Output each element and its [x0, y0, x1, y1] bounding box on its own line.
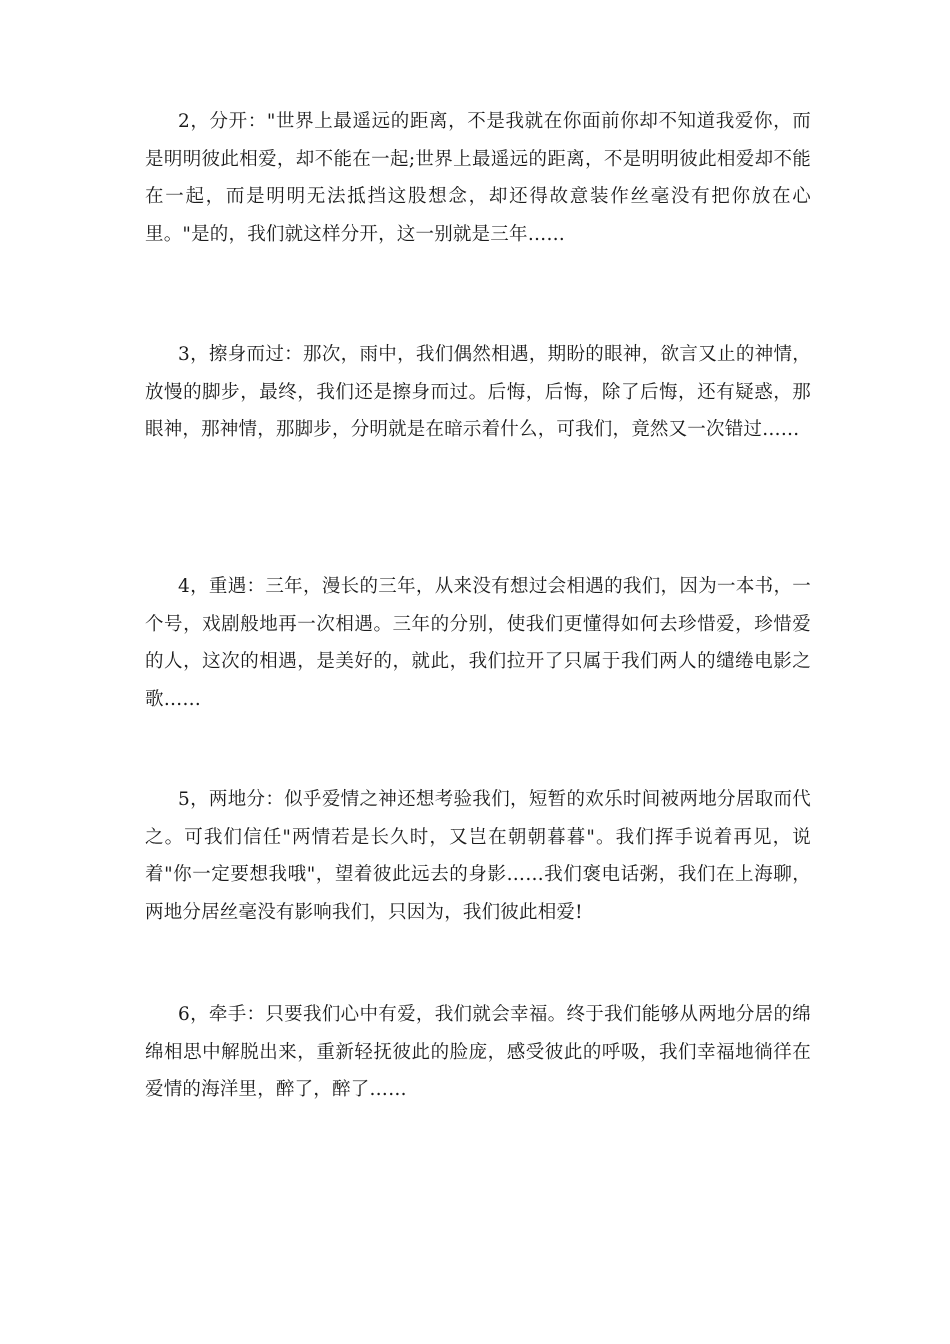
paragraph-passing-by: 3，擦身而过：那次，雨中，我们偶然相遇，期盼的眼神，欲言又止的神情，放慢的脚步，最终，我们还是擦身而过。后悔，后悔，除了后悔，还有疑惑，那眼神，那神情，那脚步，分明就是在暗示着什么，可我们，竟然又一次错过…… [145, 344, 811, 440]
paragraph-reunion: 4，重遇：三年，漫长的三年，从来没有想过会相遇的我们，因为一本书，一个号，戏剧般地再一次相遇。三年的分别，使我们更懂得如何去珍惜爱，珍惜爱的人，这次的相遇，是美好的，就此，我们拉开了只属于我们两人的缱绻电影之歌…… [145, 576, 811, 710]
paragraph-long-distance: 5，两地分：似乎爱情之神还想考验我们，短暂的欢乐时间被两地分居取而代之。可我们信任"两情若是长久时，又岂在朝朝暮暮"。我们挥手说着再见，说着"你一定要想我哦"，望着彼此远去的身影……我们褒电话粥，我们在上海聊，两地分居丝毫没有影响我们，只因为，我们彼此相爱! [145, 789, 811, 923]
paragraph-holding-hands: 6，牵手：只要我们心中有爱，我们就会幸福。终于我们能够从两地分居的绵绵相思中解脱出来，重新轻抚彼此的脸庞，感受彼此的呼吸，我们幸福地徜徉在爱情的海洋里，醉了，醉了…… [145, 1004, 811, 1100]
paragraph-separation: 2，分开："世界上最遥远的距离，不是我就在你面前你却不知道我爱你，而是明明彼此相爱，却不能在一起;世界上最遥远的距离，不是明明彼此相爱却不能在一起，而是明明无法抵挡这股想念，却还得故意装作丝毫没有把你放在心里。"是的，我们就这样分开，这一别就是三年…… [145, 111, 811, 245]
